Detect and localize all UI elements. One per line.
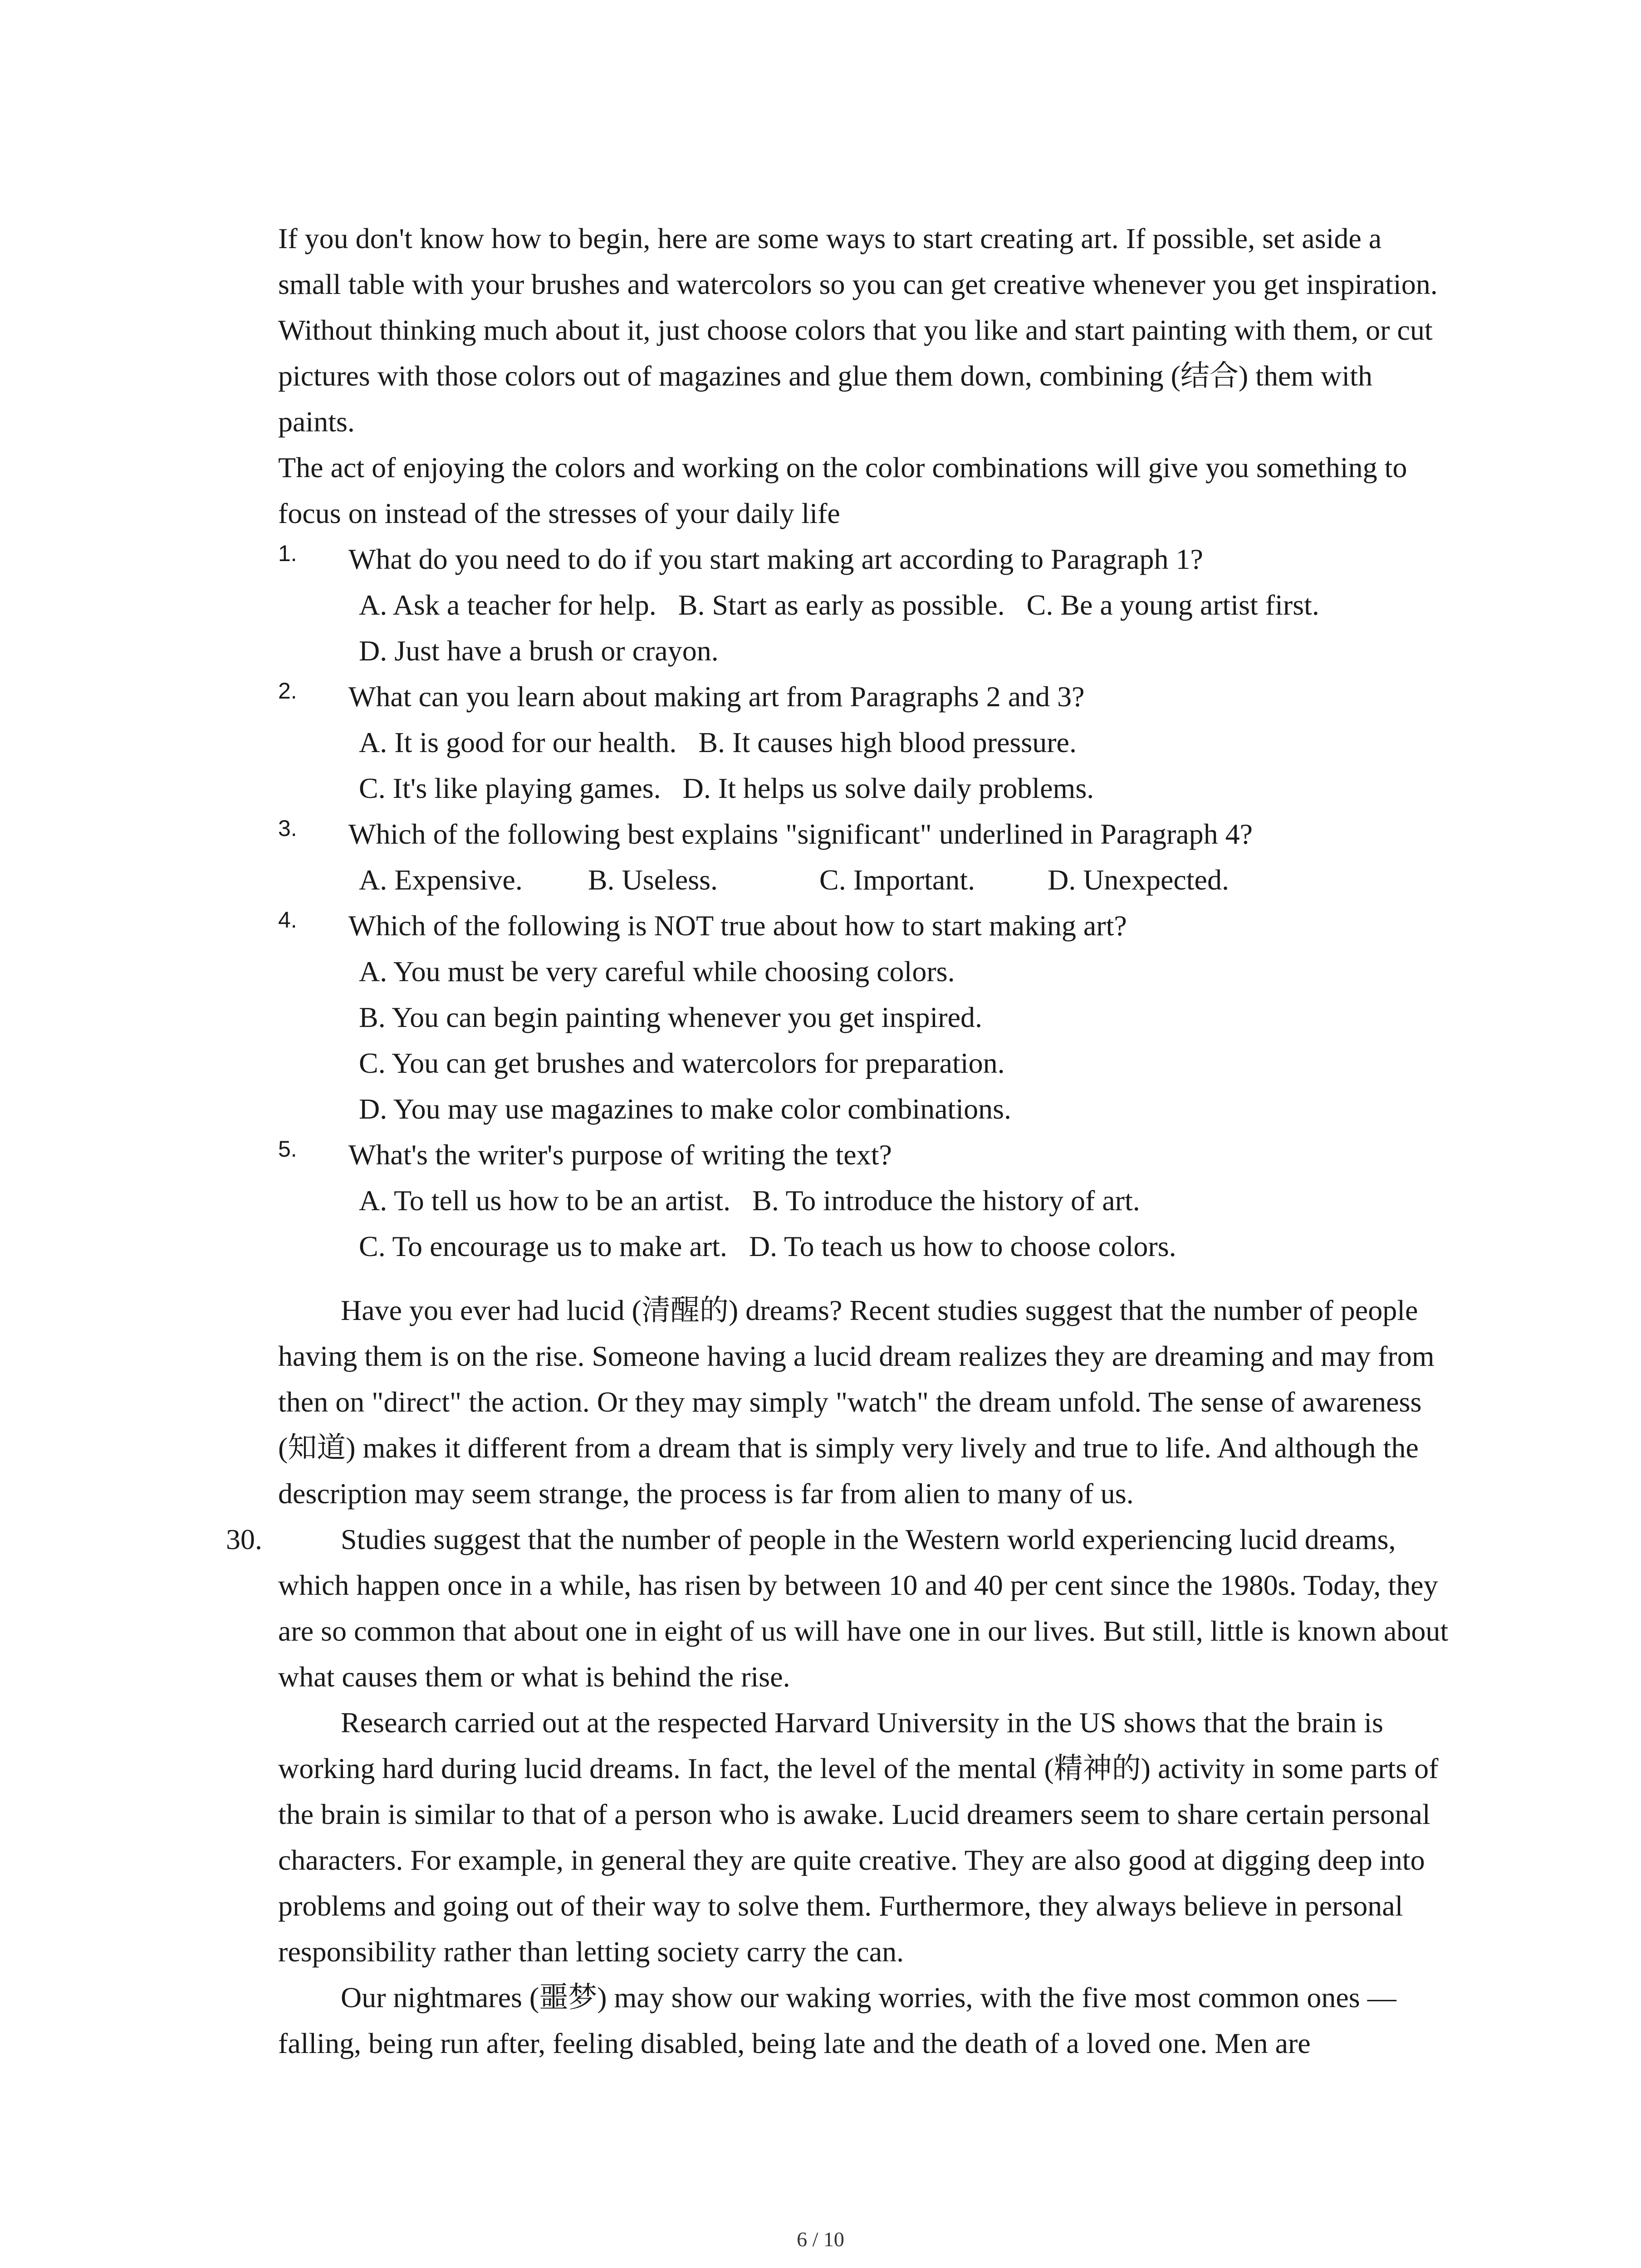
question-options: A. You must be very careful while choosing colors. xyxy=(359,955,955,987)
question-options: D. Just have a brush or crayon. xyxy=(359,635,719,667)
page-content xyxy=(226,215,1451,2066)
question-4 xyxy=(278,903,1451,1132)
passage-1-paragraph: If you don't know how to begin, here are some ways to start creating art. If possible, set aside a small table with your brushes and watercolors so you can get creative whenever you get inspiration. xyxy=(278,222,1438,300)
question-options: C. It's like playing games. D. It helps us solve daily problems. xyxy=(359,772,1094,804)
question-text: Which of the following best explains "significant" underlined in Paragraph 4? xyxy=(348,818,1253,850)
question-options: C. You can get brushes and watercolors for preparation. xyxy=(359,1047,1005,1079)
question-number: 4. xyxy=(278,907,297,933)
question-2 xyxy=(278,674,1451,811)
passage-1-paragraph: Without thinking much about it, just choose colors that you like and start painting with them, or cut pictures with those colors out of magazines and glue them down, combining (结合) them with paints. xyxy=(278,314,1433,438)
passage-1-paragraph: The act of enjoying the colors and working on the color combinations will give you something to focus on instead of the stresses of your daily life xyxy=(278,451,1407,529)
passage-1 xyxy=(278,215,1451,536)
question-text: What's the writer's purpose of writing the text? xyxy=(348,1139,892,1171)
passage-2-paragraph: Our nightmares (噩梦) may show our waking worries, with the five most common ones — falling, being run after, feeling disabled, being late and the death of a loved one. Men are xyxy=(278,1981,1396,2059)
question-3 xyxy=(278,811,1451,903)
question-options: A. Expensive. B. Useless. C. Important. D. Unexpected. xyxy=(359,864,1229,896)
question-5 xyxy=(278,1132,1451,1269)
passage-2-number: 30. xyxy=(226,1523,262,1555)
question-number: 3. xyxy=(278,816,297,841)
question-1 xyxy=(278,536,1451,674)
question-options: B. You can begin painting whenever you get inspired. xyxy=(359,1001,982,1033)
passage-2-paragraph: Have you ever had lucid (清醒的) dreams? Recent studies suggest that the number of people having them is on the rise. Someone having a lucid dream realizes they are dreaming and may from then on "direct" the action. Or they may simply "watch" the dream unfold. The sense of awareness (知道) makes it different from a dream that is simply very lively and true to life. And although the description may seem strange, the process is far from alien to many of us. xyxy=(278,1294,1435,1510)
question-text: What can you learn about making art from Paragraphs 2 and 3? xyxy=(348,680,1085,713)
passage-2-paragraph: Studies suggest that the number of people in the Western world experiencing lucid dreams, which happen once in a while, has risen by between 10 and 40 per cent since the 1980s. Today, they are so common that about one in eight of us will have one in our lives. But still, little is known about what causes them or what is behind the rise. xyxy=(278,1523,1449,1693)
question-options: C. To encourage us to make art. D. To teach us how to choose colors. xyxy=(359,1230,1176,1262)
question-options: A. Ask a teacher for help. B. Start as early as possible. C. Be a young artist first. xyxy=(359,589,1319,621)
question-number: 2. xyxy=(278,678,297,704)
passage-2 xyxy=(226,1287,1451,2066)
question-options: A. To tell us how to be an artist. B. To introduce the history of art. xyxy=(359,1184,1140,1217)
passage-2-paragraph: Research carried out at the respected Harvard University in the US shows that the brain is working hard during lucid dreams. In fact, the level of the mental (精神的) activity in some parts of the brain is similar to that of a person who is awake. Lucid dreamers seem to share certain personal characters. For example, in general they are quite creative. They are also good at digging deep into problems and going out of their way to solve them. Furthermore, they always believe in personal responsibility rather than letting society carry the can. xyxy=(278,1706,1439,1968)
question-list xyxy=(278,536,1451,1269)
question-options: A. It is good for our health. B. It causes high blood pressure. xyxy=(359,726,1077,758)
question-text: Which of the following is NOT true about how to start making art? xyxy=(348,909,1127,942)
question-number: 1. xyxy=(278,541,297,566)
question-options: D. You may use magazines to make color combinations. xyxy=(359,1093,1011,1125)
page-number: 6 / 10 xyxy=(797,2228,844,2251)
question-number: 5. xyxy=(278,1136,297,1162)
question-text: What do you need to do if you start making art according to Paragraph 1? xyxy=(348,543,1203,575)
